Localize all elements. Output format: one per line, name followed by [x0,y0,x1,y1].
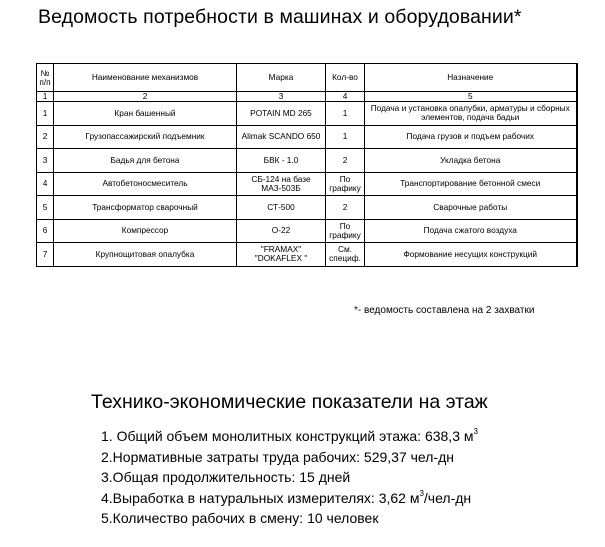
cell-quantity: 1 [326,125,365,149]
cell-number: 2 [37,125,54,149]
cell-name: Бадья для бетона [54,149,237,173]
table-row [37,219,577,243]
cell-brand: СБ-124 на базе МАЗ-503Б [237,172,326,196]
cell-name: Компрессор [54,219,237,243]
indicator-item [101,447,478,468]
cell-number: 3 [37,149,54,173]
cell-purpose: Подача сжатого воздуха [365,219,577,243]
cell-purpose: Транспортирование бетонной смеси [365,172,577,196]
table-row [37,149,577,173]
indicators-list [101,426,478,529]
cell-brand: О-22 [237,219,326,243]
table-row [37,102,577,126]
table-row [37,172,577,196]
cell-purpose: Укладка бетона [365,149,577,173]
table-row [37,196,577,220]
indicator-text: 1. Общий объем монолитных конструкций этажа: 638,3 м [101,428,474,444]
indicator-item [101,467,478,488]
cell-name: Трансформатор сварочный [54,196,237,220]
indicator-text: 5.Количество рабочих в смену: 10 человек [101,510,379,526]
cell-number: 7 [37,243,54,267]
cell-number: 1 [37,102,54,126]
cell-quantity: 2 [326,149,365,173]
cell-brand: Alimak SCANDO 650 [237,125,326,149]
cell-name: Грузопассажирский подъемник [54,125,237,149]
cell-quantity: По графику [326,172,365,196]
indicator-item [101,508,478,529]
cell-purpose: Сварочные работы [365,196,577,220]
cell-brand: БВК - 1.0 [237,149,326,173]
cell-number: 6 [37,219,54,243]
header-name: Наименование механизмов [54,64,237,92]
table-header-row [37,64,577,92]
cell-quantity: 2 [326,196,365,220]
indicator-text: 2.Нормативные затраты труда рабочих: 529,37 чел-дн [101,448,454,465]
cell-quantity: По графику [326,219,365,243]
indicator-text: 4.Выработка в натуральных измерителях: 3,62 м [101,489,420,506]
table-footnote: *- ведомость составлена на 2 захватки [354,305,535,316]
column-number: 2 [54,92,237,102]
cell-purpose: Подача грузов и подъем рабочих [365,125,577,149]
cell-number: 4 [37,172,54,196]
cell-quantity: См. специф. [326,243,365,267]
cell-quantity: 1 [326,102,365,126]
header-purpose: Назначение [365,64,577,92]
column-number: 3 [237,92,326,102]
indicator-item [101,426,478,447]
cell-brand: "FRAMAX" "DOKAFLEX " [237,243,326,267]
header-number: № п/п [37,64,54,92]
document-title: Ведомость потребности в машинах и оборудовании* [38,6,522,28]
cell-number: 5 [37,196,54,220]
cell-name: Кран башенный [54,102,237,126]
column-number-row [37,92,577,102]
header-quantity: Кол-во [326,64,365,92]
column-number: 4 [326,92,365,102]
indicators-title: Технико-экономические показатели на этаж [91,391,488,413]
table-row [37,125,577,149]
cell-purpose: Формование несущих конструкций [365,243,577,267]
equipment-table [36,63,578,267]
indicator-text: 3.Общая продолжительность: 15 дней [101,469,351,485]
cell-name: Крупнощитовая опалубка [54,243,237,267]
cell-purpose: Подача и установка опалубки, арматуры и сборных элементов, подача бадьи [365,102,577,126]
cell-brand: POTAIN MD 265 [237,102,326,126]
header-brand: Марка [237,64,326,92]
cell-brand: СТ-500 [237,196,326,220]
indicator-unit-tail: /чел-дн [423,489,472,506]
column-number: 5 [365,92,577,102]
indicator-item [101,488,478,509]
table-row [37,243,577,267]
cell-name: Автобетоносмеситель [54,172,237,196]
unit-superscript: 3 [473,427,478,436]
column-number: 1 [37,92,54,102]
unit-superscript: 3 [419,488,424,498]
